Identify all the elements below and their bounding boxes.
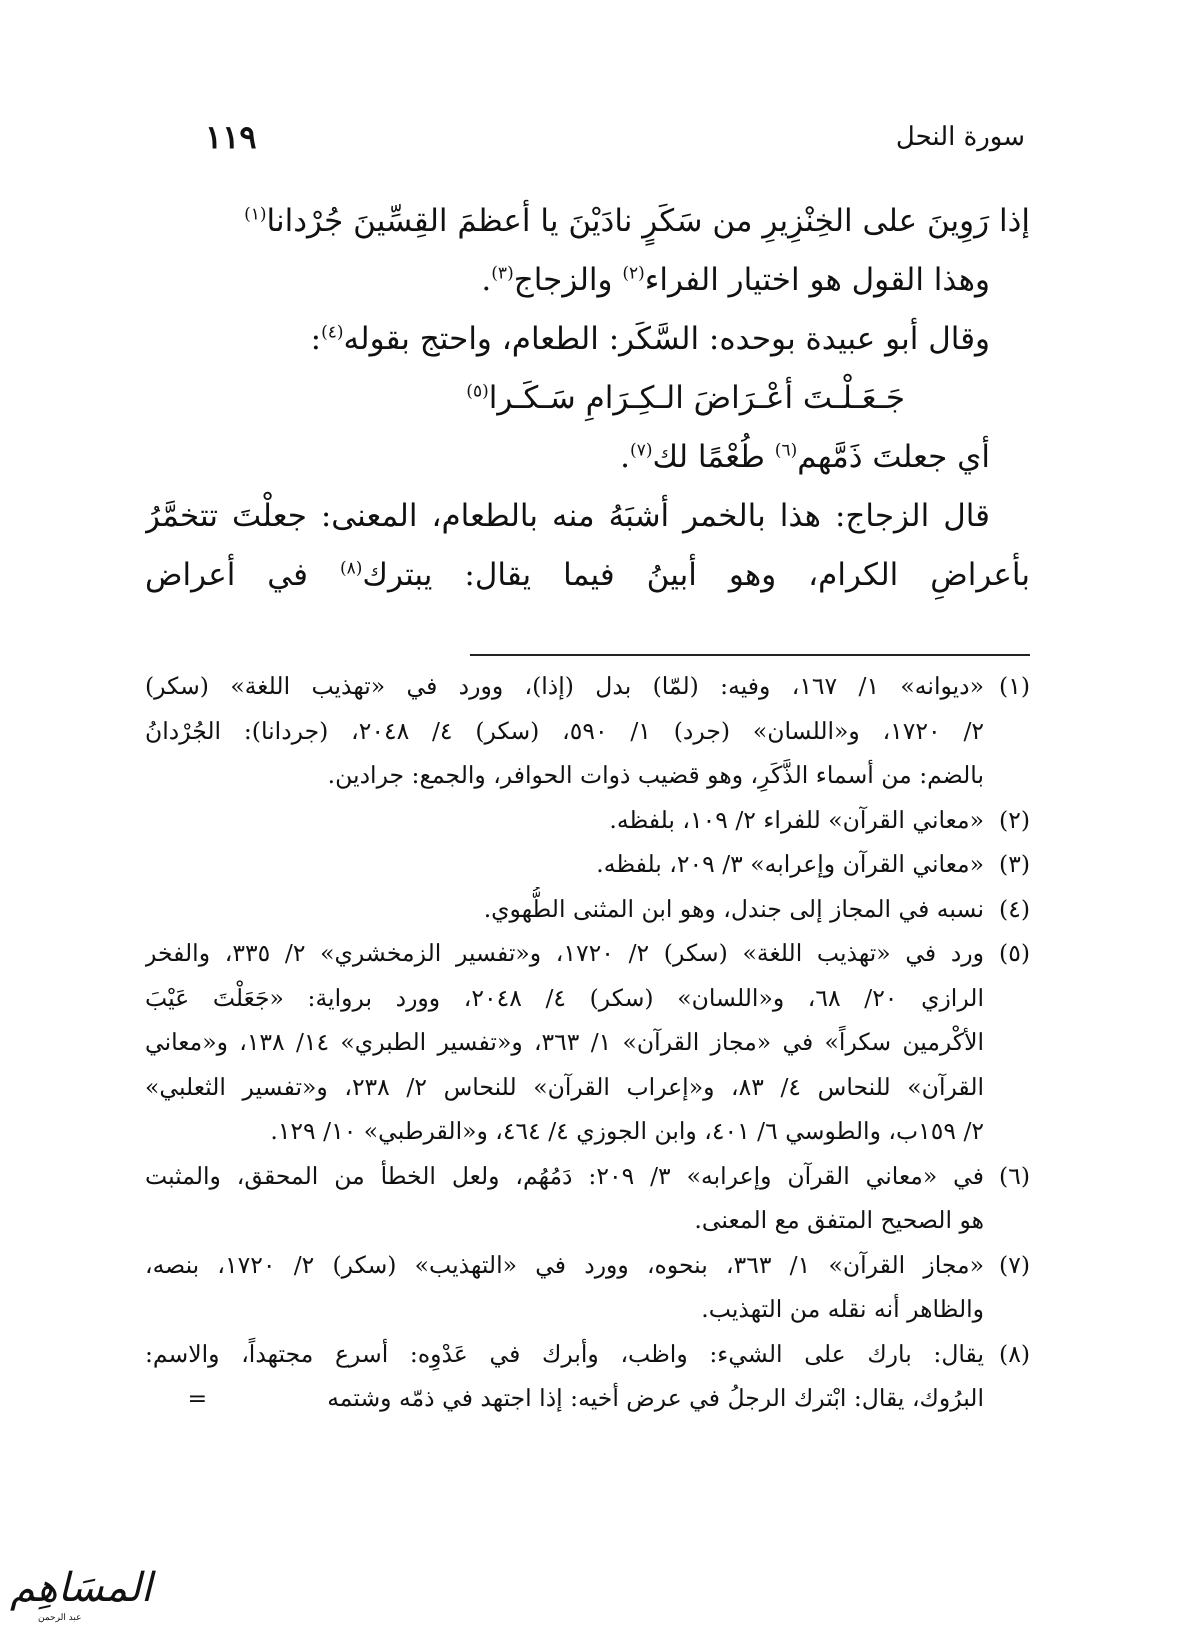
- footnote-ref: (٤): [321, 322, 344, 343]
- footnote-line: «مجاز القرآن» ١/ ٣٦٣، بنحوه، وورد في «التهذيب» (سكر) ٢/ ١٧٢٠، بنصه،: [145, 1250, 984, 1279]
- verse-text: جَـعَـلْـتَ أعْـرَاضَ الـكِـرَامِ سَـكَـرا: [488, 380, 905, 416]
- footnote-line: «ديوانه» ١/ ١٦٧، وفيه: (لمّا) بدل (إذا)، وورد في «تهذيب اللغة» (سكر): [145, 672, 984, 700]
- footnote-line: بالضم: من أسماء الذَّكَرِ، وهو قضيب ذوات الحوافر، والجمع: جرادين.: [327, 761, 984, 789]
- footnote-5: [145, 931, 1030, 1154]
- text-segment: في أعراض: [145, 557, 340, 593]
- footnote-line: ٢/ ١٧٢٠، و«اللسان» (جرد) ١/ ٥٩٠، (سكر) ٤/ ٢٠٤٨، (جردانا): الجُرْدانُ: [145, 716, 984, 745]
- footnote-line: في «معاني القرآن وإعرابه» ٣/ ٢٠٩: دَمُهُم، ولعل الخطأ من المحقق، والمثبت: [145, 1161, 984, 1190]
- text-line-3: [145, 310, 1030, 369]
- footnotes: [145, 664, 1030, 1421]
- footnote-line: والظاهر أنه نقله من التهذيب.: [701, 1295, 984, 1323]
- page-number: ١١٩: [205, 118, 257, 156]
- footnote-number: (٢): [999, 805, 1030, 834]
- footnote-ref: (٨): [339, 558, 363, 579]
- footnote-4: [145, 887, 1030, 932]
- footnote-1: [145, 664, 1030, 798]
- footnote-line: [145, 1376, 984, 1421]
- footnote-number: (٧): [999, 1250, 1030, 1279]
- footnote-ref: (٢): [622, 263, 645, 284]
- surah-title: سورة النحل: [895, 122, 1025, 152]
- footnote-ref: (٥): [466, 381, 489, 402]
- text-segment: :: [310, 321, 322, 357]
- footnote-line: الأكْرمين سكراً» في «مجاز القرآن» ١/ ٣٦٣، و«تفسير الطبري» ١٤/ ١٣٨، و«معاني: [145, 1028, 984, 1056]
- watermark-subtext: عبد الرحمن: [38, 1613, 82, 1623]
- footnote-line: ورد في «تهذيب اللغة» (سكر) ٢/ ١٧٢٠، و«تفسير الزمخشري» ٢/ ٣٣٥، والفخر: [145, 939, 984, 967]
- text-line-7: [145, 546, 1030, 605]
- footnote-number: (٦): [999, 1161, 1030, 1190]
- footnote-line: ٢/ ١٥٩ب، والطوسي ٦/ ٤٠١، وابن الجوزي ٤/ ٤٦٤، و«القرطبي» ١٠/ ١٢٩.: [270, 1117, 984, 1145]
- footnote-separator: [470, 654, 1030, 656]
- footnote-body: [145, 1154, 984, 1243]
- text-line-5: [145, 428, 1030, 487]
- footnote-8: [145, 1332, 1030, 1421]
- text-segment: بأعراضِ الكرام، وهو أبينُ فيما يقال: يبترك: [362, 557, 1030, 593]
- footnote-number: (٤): [999, 894, 1030, 923]
- verse-line-1: [145, 192, 1030, 251]
- footnote-6: [145, 1154, 1030, 1243]
- footnote-body: [145, 1332, 984, 1421]
- footnote-ref: (١): [244, 204, 267, 225]
- footnote-body: [145, 1243, 984, 1332]
- text-line-6: قال الزجاج: هذا بالخمر أشبَهُ منه بالطعام، المعنى: جعلْتَ تتخمَّرُ: [145, 498, 990, 534]
- watermark-text: المسَاهِم: [10, 1565, 153, 1611]
- footnote-body: [145, 887, 984, 932]
- footnote-number: (٥): [999, 939, 1030, 967]
- footnote-body: [145, 842, 984, 887]
- footnote-line-text: البرُوك، يقال: ابْترك الرجلُ في عرض أخيه: إذا اجتهد في ذمّه وشتمه: [327, 1384, 984, 1412]
- footnote-ref: (٣): [491, 263, 514, 284]
- footnote-7: [145, 1243, 1030, 1332]
- continuation-mark: =: [187, 1384, 208, 1412]
- verse-line-2: [145, 369, 1030, 428]
- text-segment: .: [620, 439, 631, 475]
- text-segment: والزجاج: [513, 262, 623, 298]
- text-line-2: [145, 251, 1030, 310]
- footnote-ref: (٧): [630, 440, 653, 461]
- text-segment: طُعْمًا لك: [652, 439, 775, 475]
- text-segment: أي جعلتَ ذَمَّهم: [797, 439, 990, 475]
- footnote-number: (٨): [999, 1339, 1030, 1368]
- text-segment: .: [481, 262, 492, 298]
- main-text: [145, 192, 1030, 605]
- footnote-number: (٣): [999, 850, 1030, 878]
- footnote-line: «معاني القرآن وإعرابه» ٣/ ٢٠٩، بلفظه.: [596, 850, 984, 878]
- footnote-line: هو الصحيح المتفق مع المعنى.: [694, 1206, 984, 1234]
- verse-text: إذا رَوِينَ على الخِنْزِيرِ من سَكَرٍ نادَيْنَ يا أعظمَ القِسِّينَ جُرْدانا: [266, 203, 1030, 239]
- footnote-body: [145, 664, 984, 798]
- footnote-2: [145, 798, 1030, 843]
- footnote-line: يقال: بارك على الشيء: واظب، وأبرك في عَدْوِه: أسرع مجتهداً، والاسم:: [145, 1339, 984, 1368]
- footnote-line: نسبه في المجاز إلى جندل، وهو ابن المثنى الطُّهوي.: [483, 894, 984, 923]
- text-segment: وقال أبو عبيدة بوحده: السَّكَر: الطعام، واحتج بقوله: [343, 321, 990, 357]
- footnote-line: الرازي ٢٠/ ٦٨، و«اللسان» (سكر) ٤/ ٢٠٤٨، وورد برواية: «جَعَلْتَ عَيْبَ: [145, 983, 984, 1012]
- text-segment: وهذا القول هو اختيار الفراء: [644, 262, 990, 298]
- footnote-3: [145, 842, 1030, 887]
- footnote-body: [145, 798, 984, 843]
- footnote-ref: (٦): [774, 440, 798, 461]
- footnote-line: «معاني القرآن» للفراء ٢/ ١٠٩، بلفظه.: [609, 805, 984, 834]
- footnote-line: القرآن» للنحاس ٤/ ٨٣، و«إعراب القرآن» للنحاس ٢/ ٢٣٨، و«تفسير الثعلبي»: [145, 1072, 984, 1101]
- footnote-body: [145, 931, 984, 1154]
- footnote-number: (١): [999, 672, 1030, 700]
- watermark-logo: [8, 1565, 153, 1630]
